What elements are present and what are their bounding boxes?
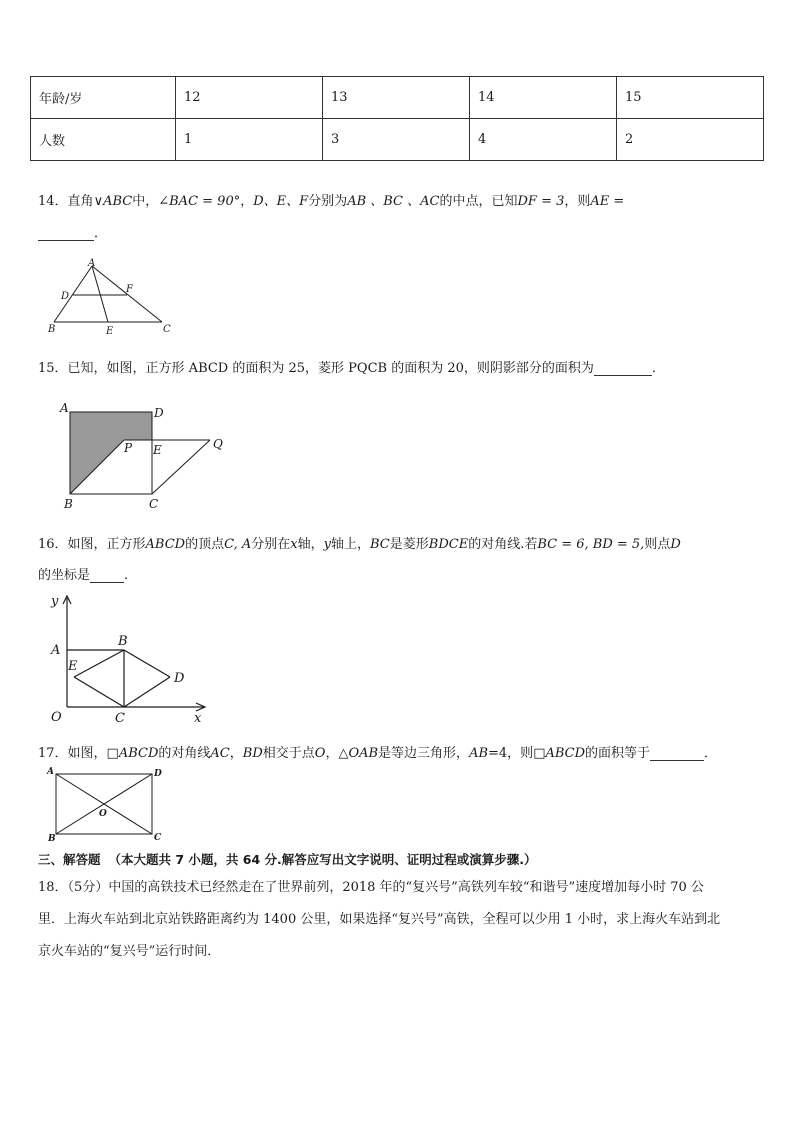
math: AC [210,746,230,761]
text: ． [651,361,665,376]
math: D [670,537,681,552]
answer-blank [594,363,652,376]
point-label: D [154,406,164,420]
text: ，则 [564,194,591,209]
point-label: A [47,767,54,777]
point-label: C [154,833,162,843]
answer-blank [650,748,704,761]
question-16-text [38,533,681,552]
point-label: E [68,659,78,674]
text: 轴上， [331,537,371,552]
text: 是菱形 [389,537,429,552]
text: 17．如图， [38,746,107,761]
question-14-text [38,190,624,209]
math: □ABCD [533,746,586,761]
text: 分别在 [251,537,291,552]
answer-blank [38,228,94,241]
math: ABCD [145,537,186,552]
math: OAB [348,746,379,761]
text: 直角 [67,194,94,209]
question-18-line-2: 里．上海火车站到北京站铁路距离约为 1400 公里，如果选择“复兴号”高铁，全程可以少用 1 小时，求上海火车站到北 [38,912,721,927]
axis-label: x [194,711,202,726]
coordinate-figure [44,590,214,726]
section-title: 三、解答题 [38,852,101,867]
text: 的顶点 [185,537,225,552]
question-15-text [38,357,665,376]
math: BC [370,537,390,552]
math: BD [242,746,263,761]
question-18-line-3: 京火车站的“复兴号”运行时间． [38,944,221,959]
section-heading [38,850,537,868]
table-cell: 2 [617,119,764,161]
math: O [314,746,326,761]
table-cell: 15 [617,77,764,119]
table-cell: 1 [176,119,323,161]
text: 是等边三角形， [378,746,470,761]
table-row [31,119,764,161]
math: BC = 6, BD = 5, [537,537,645,552]
text: 相交于点 [262,746,315,761]
question-17-text [38,742,717,761]
triangle-figure [44,254,184,340]
text: 的对角线.若 [468,537,538,552]
math: ∠BAC = 90° [158,194,241,209]
point-label: A [88,258,96,269]
math: ∨ABC [93,194,133,209]
point-label: P [124,441,133,455]
text: 的对角线 [158,746,211,761]
table-cell: 3 [323,119,470,161]
point-label: E [106,326,114,337]
point-label: B [64,497,73,511]
parallelogram-figure [42,764,172,844]
text: 的中点，已知 [439,194,518,209]
square-rhombus-figure [56,398,236,514]
text: 16．如图，正方形 [38,537,146,552]
point-label: A [51,643,61,658]
question-18-line-1: 18．（5分）中国的高铁技术已经然走在了世界前列，2018 年的“复兴号”高铁列车较“和谐号”速度增加每小时 70 公 [38,880,704,895]
text: 中， [132,194,159,209]
point-label: E [153,443,162,457]
text: ，△ [325,746,349,761]
math: x [290,537,298,552]
text: ． [704,746,718,761]
point-label: B [48,324,56,335]
math: DF = 3 [517,194,565,209]
section-description: （本大题共 7 小题，共 64 分.解答应写出文字说明、证明过程或演算步骤.） [108,852,537,867]
point-label: O [51,710,62,725]
answer-blank [90,570,124,583]
text: 则点 [644,537,671,552]
text: ． [94,226,108,241]
text: 分别为 [308,194,348,209]
question-14-answer-line [38,222,107,241]
math: y [323,537,331,552]
question-number: 14． [38,194,68,209]
axis-label: y [51,594,59,609]
math: AB 、BC 、AC [347,194,440,209]
table-cell: 14 [470,77,617,119]
point-label: A [60,401,69,415]
text: ， [240,194,254,209]
text: =4，则 [488,746,534,761]
table-cell: 年龄/岁 [31,77,176,119]
text: ， [229,746,243,761]
math: AB [469,746,489,761]
table-row [31,77,764,119]
age-table [30,76,764,161]
math: □ABCD [106,746,159,761]
table-cell: 4 [470,119,617,161]
math: AE = [590,194,625,209]
point-label: C [149,497,159,511]
math: D、E、F [253,194,309,209]
point-label: O [99,809,107,819]
point-label: D [174,671,185,686]
text: 15．已知，如图，正方形 ABCD 的面积为 25，菱形 PQCB 的面积为 20，则阴影部分的面积为 [38,361,594,376]
text: 的坐标是 [38,568,91,583]
math: BDCE [428,537,469,552]
point-label: D [61,291,70,302]
text: . [124,568,129,583]
point-label: D [154,769,162,779]
question-16-answer-line [38,564,128,583]
point-label: B [118,634,128,649]
text: 的面积等于 [585,746,651,761]
table-cell: 12 [176,77,323,119]
math: C, A [224,537,252,552]
point-label: C [115,711,125,726]
table-cell: 人数 [31,119,176,161]
point-label: Q [213,437,223,451]
point-label: B [48,834,56,844]
text: 轴， [297,537,324,552]
table-cell: 13 [323,77,470,119]
point-label: C [163,324,171,335]
point-label: F [126,284,133,295]
